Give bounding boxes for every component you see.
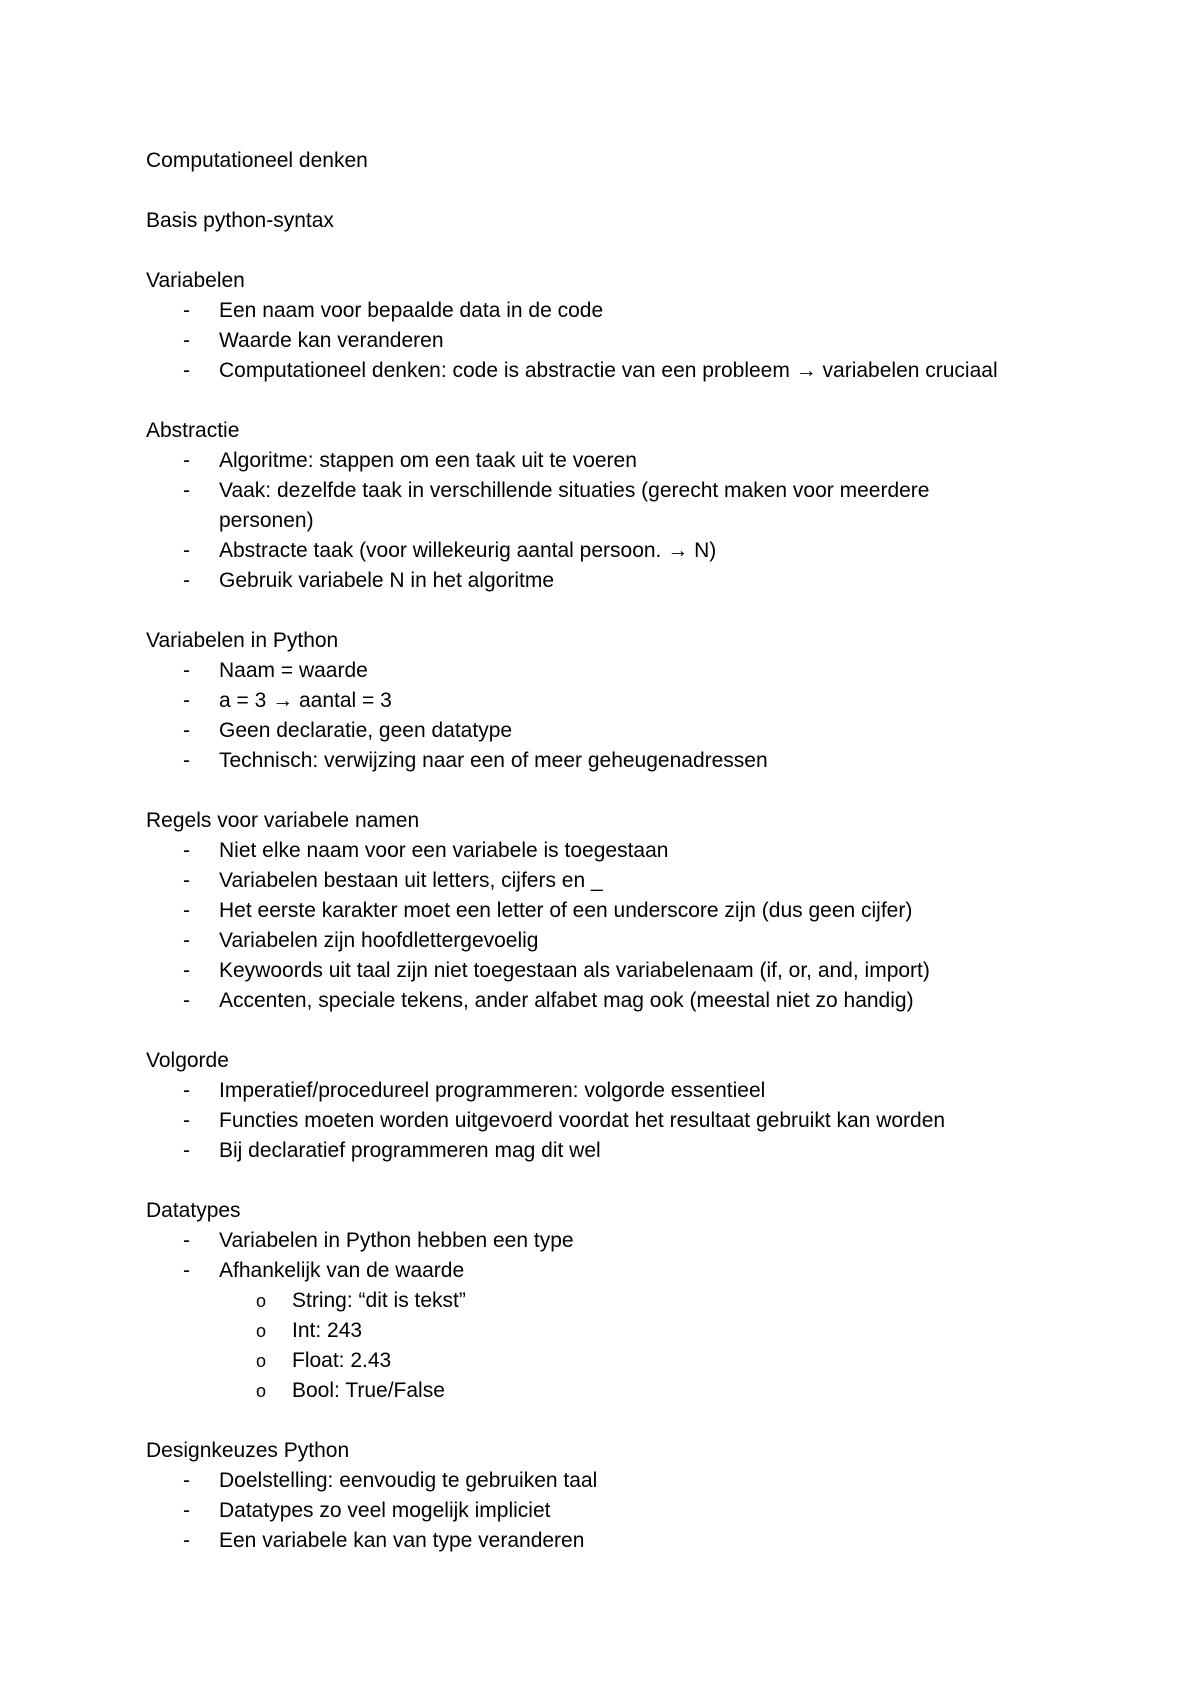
list-item-text: Vaak: dezelfde taak in verschillende situaties (gerecht maken voor meerdere personen) — [219, 479, 930, 532]
list-item — [146, 356, 1146, 386]
list-item-text: Keywoords uit taal zijn niet toegestaan als variabelenaam (if, or, and, import) — [219, 959, 930, 982]
section-heading: Volgorde — [146, 1049, 229, 1072]
list-item-text: Naam = waarde — [219, 659, 368, 682]
dash-marker: - — [183, 569, 190, 592]
dash-marker: - — [183, 449, 190, 472]
list-item — [146, 1256, 1146, 1286]
dash-marker: - — [183, 719, 190, 742]
section-heading: Abstractie — [146, 419, 240, 442]
dash-marker: - — [183, 1139, 190, 1162]
spacer — [146, 1166, 1146, 1196]
dash-marker: - — [183, 299, 190, 322]
section-heading: Regels voor variabele namen — [146, 809, 420, 832]
dash-marker: - — [183, 359, 190, 382]
list-item-text: Accenten, speciale tekens, ander alfabet mag ook (meestal niet zo handig) — [219, 989, 914, 1012]
dash-marker: - — [183, 689, 190, 712]
list-item-text: Functies moeten worden uitgevoerd voordat het resultaat gebruikt kan worden — [219, 1109, 946, 1132]
spacer — [146, 776, 1146, 806]
list-item — [146, 1466, 1146, 1496]
dash-marker: - — [183, 989, 190, 1012]
list-item — [146, 656, 1146, 686]
list-item — [146, 476, 1146, 536]
list-item-text: Computationeel denken: code is abstractie van een probleem → variabelen cruciaal — [219, 359, 998, 382]
list-item-text: Abstracte taak (voor willekeurig aantal persoon. → N) — [219, 539, 717, 562]
list-item — [146, 836, 1146, 866]
sub-list-item-text: Int: 243 — [292, 1319, 363, 1342]
list-item — [146, 716, 1146, 746]
list-item — [146, 926, 1146, 956]
list-item — [146, 1526, 1146, 1556]
dash-marker: - — [183, 1499, 190, 1522]
dash-marker: - — [183, 1259, 190, 1282]
dash-marker: - — [183, 1109, 190, 1132]
section-datatypes — [146, 1196, 1146, 1406]
list-item — [146, 1496, 1146, 1526]
list-item-text: Afhankelijk van de waarde — [219, 1259, 465, 1282]
sub-list-item — [146, 1316, 1146, 1346]
dash-marker: - — [183, 1229, 190, 1252]
dash-marker: - — [183, 539, 190, 562]
list-item-text: Algoritme: stappen om een taak uit te voeren — [219, 449, 637, 472]
dash-marker: - — [183, 749, 190, 772]
sub-list-item-text: Bool: True/False — [292, 1379, 445, 1402]
dash-marker: - — [183, 479, 190, 502]
sub-list-item — [146, 1286, 1146, 1316]
list-item — [146, 1076, 1146, 1106]
list-item — [146, 536, 1146, 566]
section-heading: Variabelen — [146, 269, 245, 292]
list-item — [146, 986, 1146, 1016]
list-item-text: a = 3 → aantal = 3 — [219, 689, 392, 712]
bullet-list — [146, 836, 1146, 1016]
spacer — [146, 386, 1146, 416]
list-item — [146, 1226, 1146, 1256]
list-item-text: Imperatief/procedureel programmeren: volgorde essentieel — [219, 1079, 766, 1102]
list-item-text: Het eerste karakter moet een letter of een underscore zijn (dus geen cijfer) — [219, 899, 913, 922]
list-item-text: Gebruik variabele N in het algoritme — [219, 569, 554, 592]
list-item — [146, 326, 1146, 356]
dash-marker: - — [183, 1529, 190, 1552]
circle-marker: o — [256, 1351, 267, 1371]
section-heading: Datatypes — [146, 1199, 241, 1222]
list-item — [146, 1136, 1146, 1166]
dash-marker: - — [183, 959, 190, 982]
bullet-list — [146, 1226, 1146, 1286]
circle-marker: o — [256, 1291, 267, 1311]
section-variabelen-in-python — [146, 626, 1146, 776]
list-item-text: Bij declaratief programmeren mag dit wel — [219, 1139, 601, 1162]
list-item — [146, 746, 1146, 776]
bullet-list — [146, 1466, 1146, 1556]
list-item-text: Een naam voor bepaalde data in de code — [219, 299, 604, 322]
list-item — [146, 956, 1146, 986]
section-variabelen — [146, 266, 1146, 386]
list-item — [146, 566, 1146, 596]
section-regels-voor-variabele-namen — [146, 806, 1146, 1016]
section-abstractie — [146, 416, 1146, 596]
dash-marker: - — [183, 1469, 190, 1492]
dash-marker: - — [183, 329, 190, 352]
bullet-list — [146, 446, 1146, 596]
section-designkeuzes-python — [146, 1436, 1146, 1556]
bullet-list — [146, 296, 1146, 386]
spacer — [146, 1406, 1146, 1436]
list-item-text: Datatypes zo veel mogelijk impliciet — [219, 1499, 551, 1522]
dash-marker: - — [183, 929, 190, 952]
list-item — [146, 896, 1146, 926]
spacer — [146, 176, 1146, 206]
sub-bullet-list — [146, 1286, 1146, 1406]
list-item-text: Doelstelling: eenvoudig te gebruiken taal — [219, 1469, 598, 1492]
list-item — [146, 866, 1146, 896]
document-page — [146, 146, 1146, 1556]
dash-marker: - — [183, 839, 190, 862]
dash-marker: - — [183, 659, 190, 682]
circle-marker: o — [256, 1381, 267, 1401]
list-item-text: Variabelen bestaan uit letters, cijfers en _ — [219, 869, 603, 892]
dash-marker: - — [183, 869, 190, 892]
list-item-text: Een variabele kan van type veranderen — [219, 1529, 585, 1552]
list-item-text: Variabelen in Python hebben een type — [219, 1229, 574, 1252]
document-title: Computationeel denken — [146, 149, 368, 172]
section-volgorde — [146, 1046, 1146, 1166]
sub-list-item — [146, 1376, 1146, 1406]
list-item — [146, 686, 1146, 716]
list-item-text: Niet elke naam voor een variabele is toegestaan — [219, 839, 669, 862]
dash-marker: - — [183, 899, 190, 922]
spacer — [146, 236, 1146, 266]
list-item — [146, 446, 1146, 476]
dash-marker: - — [183, 1079, 190, 1102]
section-heading: Variabelen in Python — [146, 629, 339, 652]
document-subtitle: Basis python-syntax — [146, 209, 334, 232]
list-item-text: Geen declaratie, geen datatype — [219, 719, 513, 742]
sub-list-item-text: Float: 2.43 — [292, 1349, 392, 1372]
list-item-text: Waarde kan veranderen — [219, 329, 444, 352]
spacer — [146, 596, 1146, 626]
list-item-text: Variabelen zijn hoofdlettergevoelig — [219, 929, 539, 952]
sub-list-item — [146, 1346, 1146, 1376]
spacer — [146, 1016, 1146, 1046]
section-heading: Designkeuzes Python — [146, 1439, 350, 1462]
bullet-list — [146, 1076, 1146, 1166]
circle-marker: o — [256, 1321, 267, 1341]
sub-list-item-text: String: “dit is tekst” — [292, 1289, 466, 1312]
list-item — [146, 296, 1146, 326]
list-item — [146, 1106, 1146, 1136]
list-item-text: Technisch: verwijzing naar een of meer geheugenadressen — [219, 749, 768, 772]
bullet-list — [146, 656, 1146, 776]
